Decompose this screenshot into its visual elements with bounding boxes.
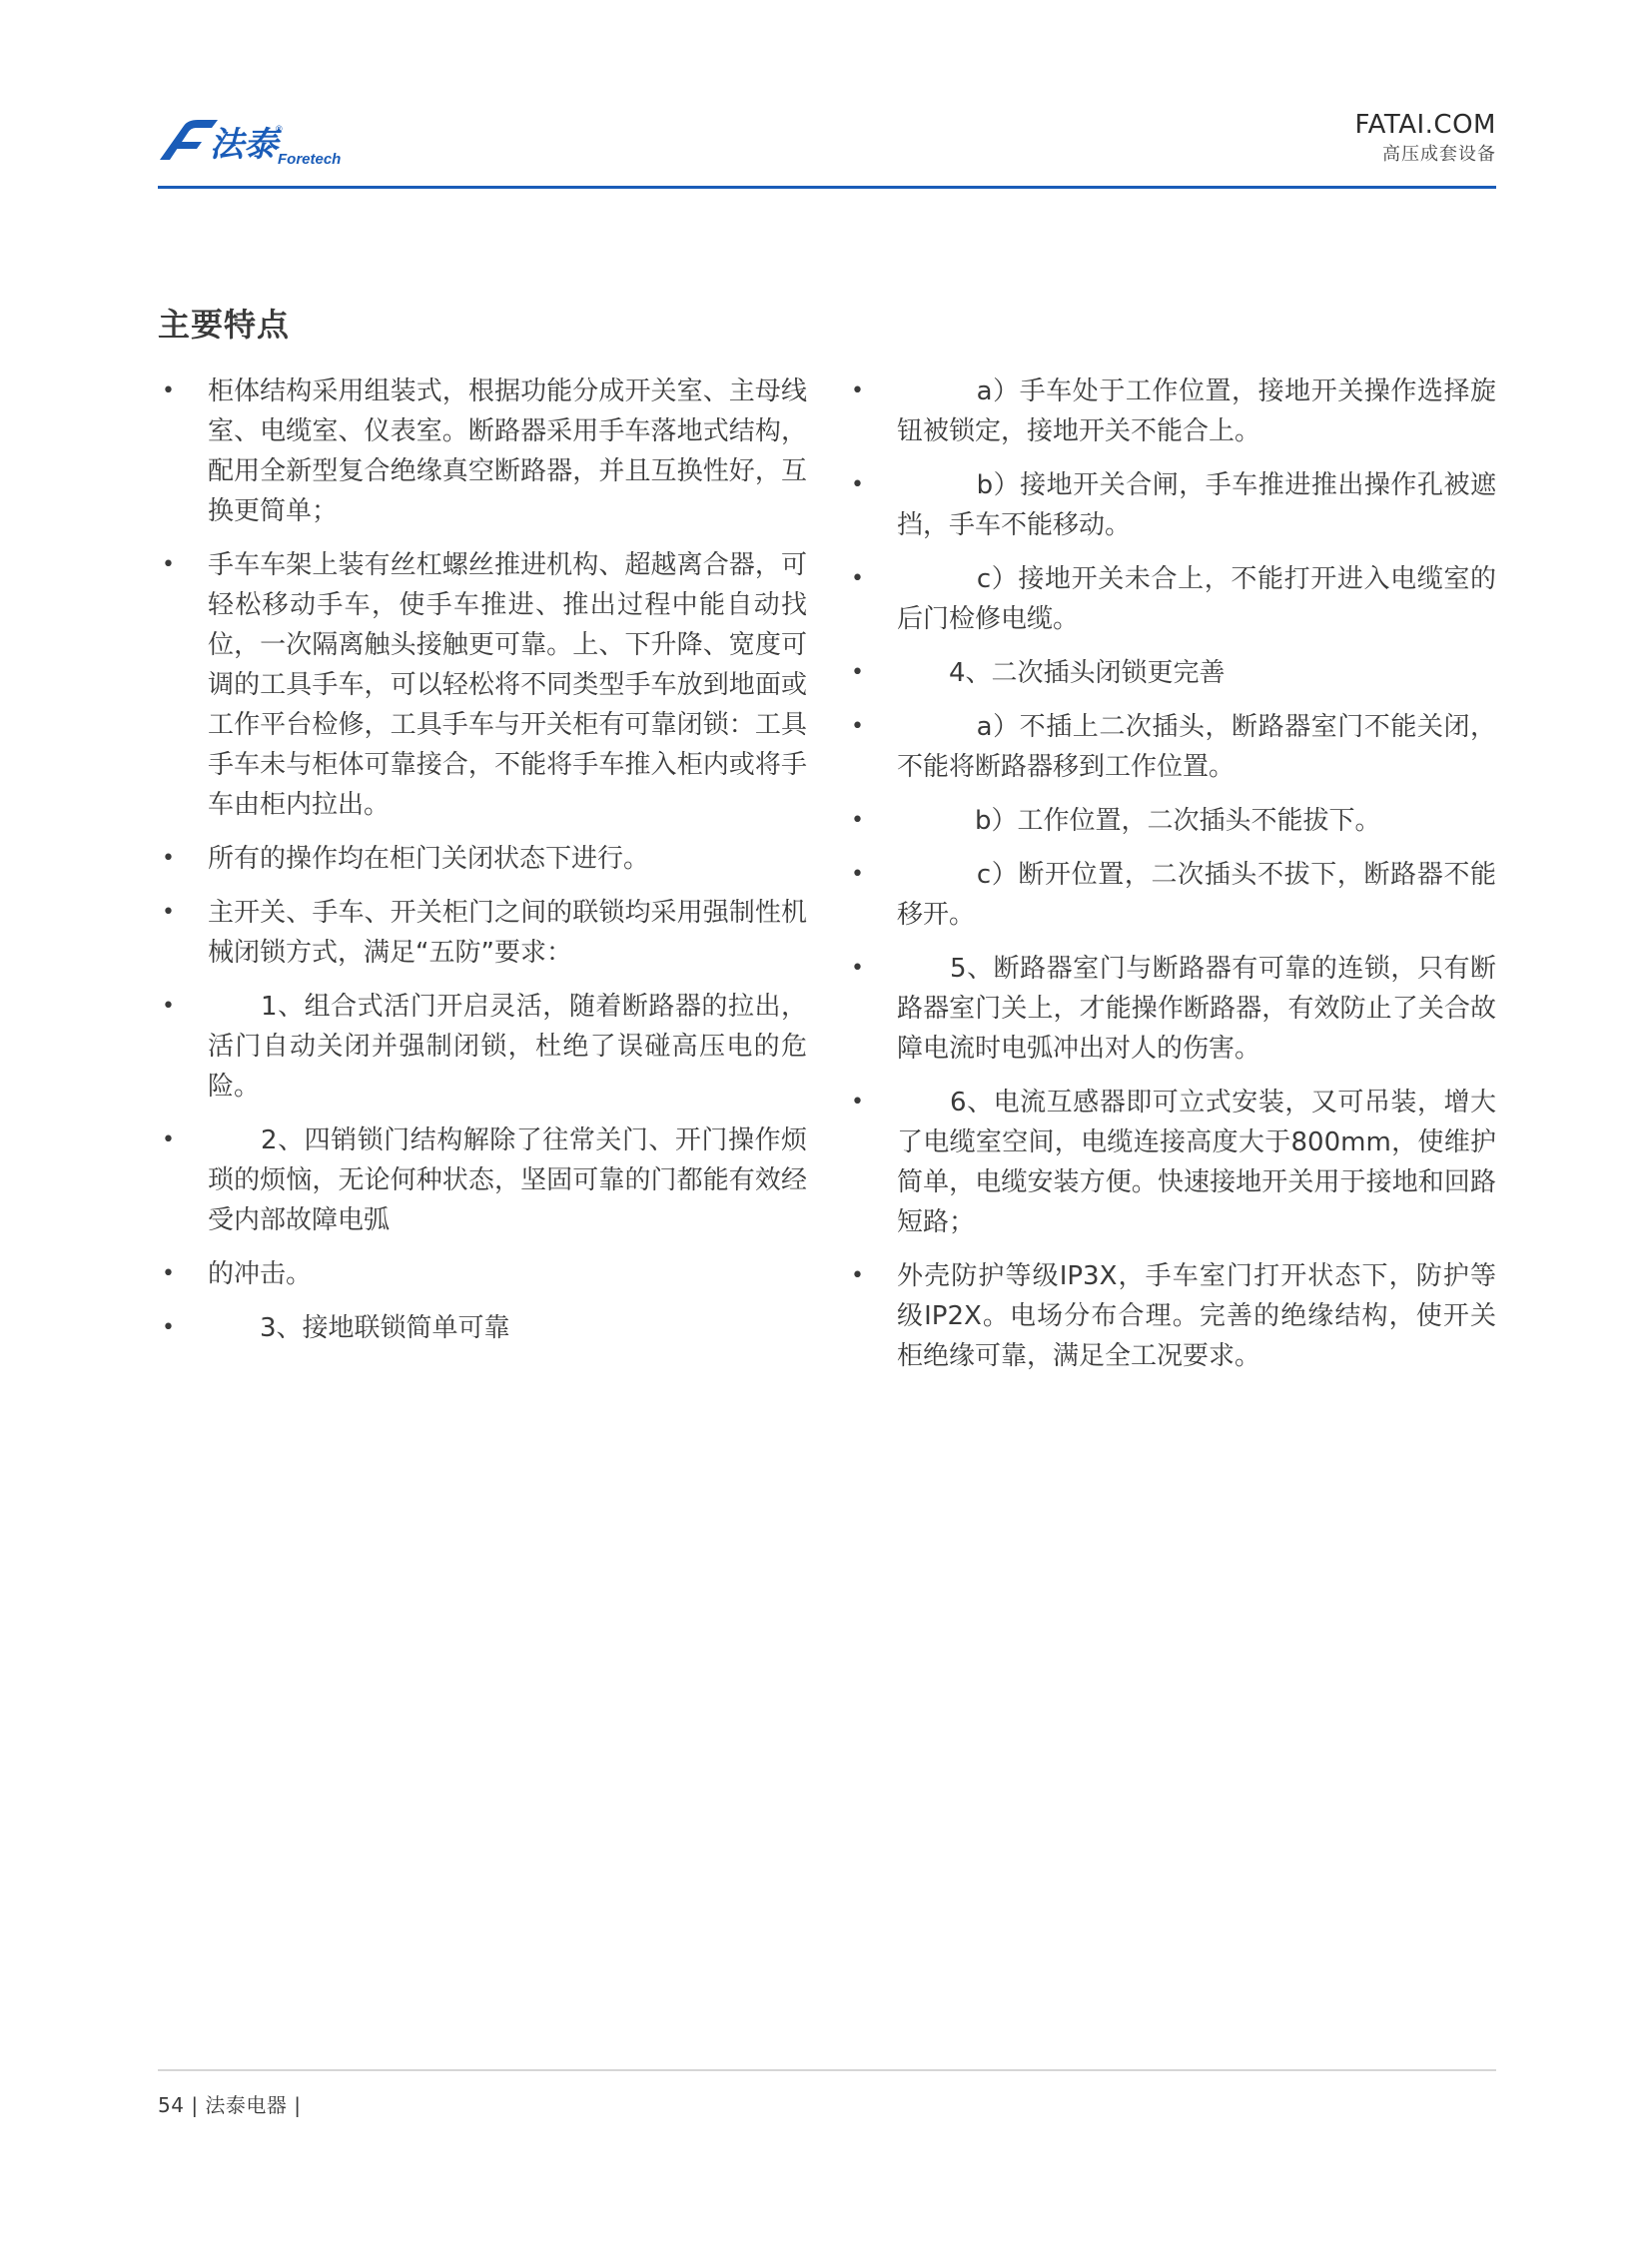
footer-separator-end: | xyxy=(294,2093,302,2117)
page-header xyxy=(158,108,1496,192)
list-item xyxy=(847,707,1496,787)
list-item xyxy=(847,559,1496,639)
bullet-icon: • xyxy=(851,472,864,497)
header-divider xyxy=(158,186,1496,189)
bullet-icon: • xyxy=(162,1315,175,1340)
list-item xyxy=(847,372,1496,451)
bullet-icon: • xyxy=(162,378,175,403)
list-item xyxy=(158,1120,807,1240)
list-item xyxy=(847,949,1496,1069)
site-subtitle: 高压成套设备 xyxy=(1382,144,1496,165)
bullet-icon: • xyxy=(162,552,175,577)
list-item xyxy=(847,465,1496,545)
list-item xyxy=(158,839,807,879)
list-item-text: 所有的操作均在柜门关闭状态下进行。 xyxy=(208,844,650,874)
list-item-text: c）断开位置，二次插头不拔下，断路器不能移开。 xyxy=(897,860,1496,930)
list-item-text: 柜体结构采用组装式，根据功能分成开关室、主母线室、电缆室、仪表室。断路器采用手车落地式结构，配用全新型复合绝缘真空断路器，并且互换性好，互换更简单； xyxy=(208,376,807,526)
site-url: FATAI.COM xyxy=(1354,110,1496,140)
list-item-text: b）工作位置，二次插头不能拔下。 xyxy=(897,806,1381,836)
bullet-icon: • xyxy=(851,1090,864,1115)
list-item-text: a）不插上二次插头，断路器室门不能关闭，不能将断路器移到工作位置。 xyxy=(897,712,1496,782)
list-item xyxy=(847,855,1496,935)
list-item-text: b）接地开关合闸，手车推进推出操作孔被遮挡，手车不能移动。 xyxy=(897,470,1496,540)
bullet-icon: • xyxy=(162,846,175,871)
bullet-icon: • xyxy=(851,1263,864,1288)
list-item xyxy=(847,801,1496,841)
list-item xyxy=(158,893,807,973)
list-item-text: 外壳防护等级IP3X，手车室门打开状态下，防护等级IP2X。电场分布合理。完善的绝缘结构，使开关柜绝缘可靠，满足全工况要求。 xyxy=(897,1261,1496,1371)
list-item xyxy=(847,1256,1496,1376)
left-feature-list xyxy=(158,372,807,1362)
page-number: 54 xyxy=(158,2093,185,2117)
bullet-icon: • xyxy=(851,808,864,833)
list-item-text: c）接地开关未合上，不能打开进入电缆室的后门检修电缆。 xyxy=(897,564,1496,634)
bullet-icon: • xyxy=(851,862,864,887)
bullet-icon: • xyxy=(851,660,864,685)
bullet-icon: • xyxy=(162,994,175,1019)
list-item-text: 6、电流互感器即可立式安装，又可吊装，增大了电缆室空间，电缆连接高度大于800mm，使维护简单，电缆安装方便。快速接地开关用于接地和回路短路； xyxy=(897,1088,1496,1237)
company-logo xyxy=(158,116,378,172)
list-item-text: 5、断路器室门与断路器有可靠的连锁，只有断路器室门关上，才能操作断路器，有效防止了关合故障电流时电弧冲出对人的伤害。 xyxy=(897,954,1496,1064)
list-item-text: 主开关、手车、开关柜门之间的联锁均采用强制性机械闭锁方式，满足“五防”要求： xyxy=(208,898,807,968)
list-item-text: 1、组合式活门开启灵活，随着断路器的拉出，活门自动关闭并强制闭锁，杜绝了误碰高压电的危险。 xyxy=(208,992,807,1102)
list-item xyxy=(158,1254,807,1294)
bullet-icon: • xyxy=(851,566,864,591)
bullet-icon: • xyxy=(162,900,175,925)
footer-company: 法泰电器 xyxy=(205,2093,288,2117)
footer-divider xyxy=(158,2069,1496,2071)
list-item xyxy=(158,987,807,1107)
logo-en-text: Foretech xyxy=(278,151,342,168)
list-item-text: a）手车处于工作位置，接地开关操作选择旋钮被锁定，接地开关不能合上。 xyxy=(897,376,1496,446)
list-item xyxy=(158,545,807,825)
list-item-text: 手车车架上装有丝杠螺丝推进机构、超越离合器，可轻松移动手车，使手车推进、推出过程中能自动找位，一次隔离触头接触更可靠。上、下升降、宽度可调的工具手车，可以轻松将不同类型手车放到地面或工作平台检修，工具手车与开关柜有可靠闭锁：工具手车未与柜体可靠接合，不能将手车推入柜内或将手车由柜内拉出。 xyxy=(208,550,807,820)
site-info xyxy=(1355,108,1496,168)
list-item-text: 4、二次插头闭锁更完善 xyxy=(897,658,1226,688)
list-item-text: 2、四销锁门结构解除了往常关门、开门操作烦琐的烦恼，无论何种状态，坚固可靠的门都能有效经受内部故障电弧 xyxy=(208,1125,807,1235)
list-item xyxy=(158,1308,807,1348)
logo-cn-text: 法泰 xyxy=(210,126,278,164)
section-title: 主要特点 xyxy=(158,306,291,344)
list-item xyxy=(847,653,1496,693)
bullet-icon: • xyxy=(851,956,864,981)
foretech-logo-icon xyxy=(158,116,378,172)
page-footer xyxy=(158,2091,302,2119)
list-item xyxy=(847,1083,1496,1242)
list-item-text: 的冲击。 xyxy=(208,1259,313,1289)
bullet-icon: • xyxy=(162,1127,175,1152)
list-item xyxy=(158,372,807,531)
footer-separator: | xyxy=(191,2093,199,2117)
right-feature-list xyxy=(847,372,1496,1390)
list-item-text: 3、接地联锁简单可靠 xyxy=(208,1313,510,1343)
bullet-icon: • xyxy=(851,378,864,403)
bullet-icon: • xyxy=(851,714,864,739)
bullet-icon: • xyxy=(162,1261,175,1286)
registered-mark: ® xyxy=(276,124,283,134)
